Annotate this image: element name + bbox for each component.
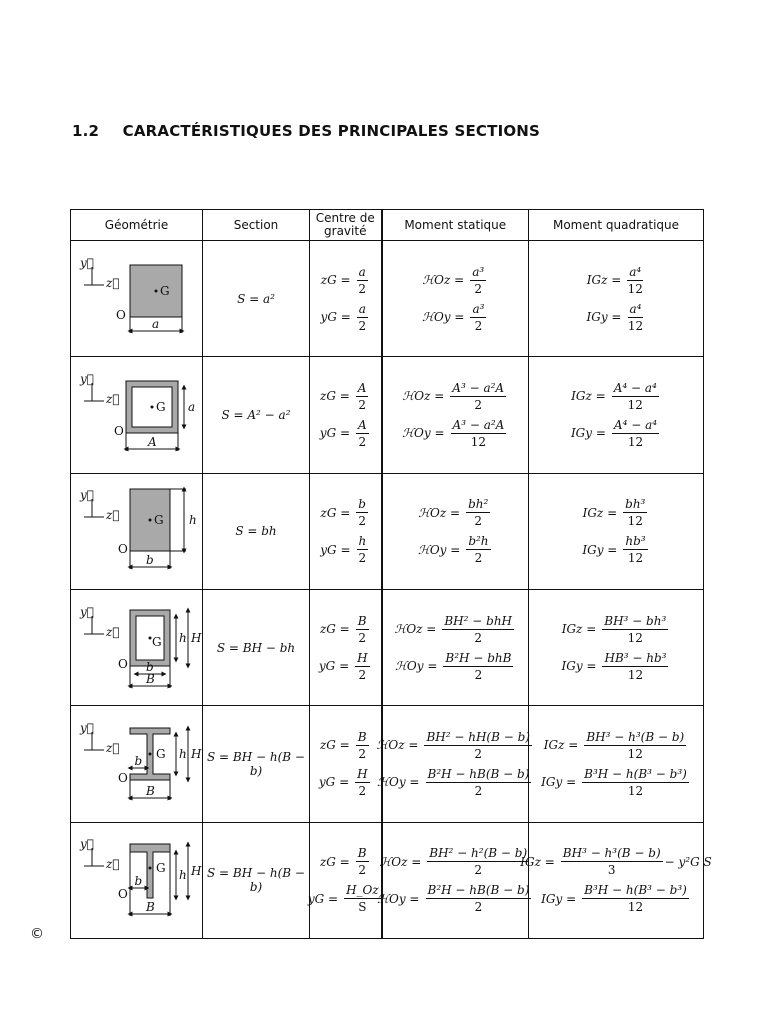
section-formula: S = BH − h(B − b) — [203, 822, 310, 938]
static-moment-label: ℋOz = — [379, 854, 422, 869]
fraction — [628, 302, 644, 333]
numerator: A⁴ − a⁴ — [613, 417, 658, 432]
numerator: H_Oz — [346, 883, 379, 898]
inertia-gy — [529, 418, 703, 449]
numerator: a — [358, 264, 366, 279]
inertia-cell — [529, 589, 704, 705]
numerator: hb³ — [625, 534, 646, 549]
denominator: 12 — [627, 783, 644, 798]
denominator: 12 — [627, 281, 643, 296]
table-row — [71, 357, 704, 473]
numerator: B²H − bhB — [445, 650, 512, 665]
centroid-z — [310, 846, 381, 877]
origin-label: O — [117, 542, 128, 557]
dim-h-label: h — [178, 630, 187, 645]
z-axis-label: z⃗ — [105, 508, 120, 523]
geometry-cell — [71, 706, 203, 822]
numerator: a⁴ — [629, 264, 642, 279]
inertia-gy — [529, 651, 703, 682]
section-formula: S = A² − a² — [203, 357, 310, 473]
fraction — [356, 418, 369, 449]
numerator: H — [357, 766, 368, 781]
geometry-cell — [71, 473, 203, 589]
denominator: 2 — [474, 397, 483, 412]
numerator: a³ — [472, 301, 485, 316]
origin-label: O — [117, 887, 128, 902]
denominator: 12 — [627, 551, 644, 566]
static-moment-cell — [376, 706, 530, 822]
numerator: h — [358, 534, 367, 549]
inertia-cell — [529, 473, 704, 589]
inertia-gz — [529, 381, 703, 412]
static-moment-oy — [383, 418, 529, 449]
fraction — [355, 767, 369, 798]
fraction — [357, 534, 369, 565]
fraction — [356, 846, 369, 877]
denominator: 2 — [474, 900, 483, 915]
denominator: 12 — [627, 514, 643, 529]
denominator: 2 — [358, 863, 366, 878]
static-moment-label: ℋOy = — [402, 426, 445, 441]
inertia-gz — [529, 614, 703, 645]
fraction — [466, 497, 490, 528]
numerator: bh² — [468, 497, 489, 512]
denominator: 12 — [627, 397, 643, 412]
header-moment-of-inertia: Moment quadratique — [529, 210, 704, 241]
inertia-gz — [529, 497, 703, 528]
numerator: B — [357, 613, 367, 628]
section-title-text: CARACTÉRISTIQUES DES PRINCIPALES SECTIONS — [122, 122, 541, 140]
centroid-label: yG = — [319, 426, 351, 441]
centroid-cell — [310, 357, 382, 473]
numerator: A³ − a²A — [452, 417, 505, 432]
centroid-label: G — [155, 861, 166, 876]
denominator: 2 — [358, 318, 367, 333]
static-moment-oy — [377, 766, 530, 798]
section-formula: S = a² — [203, 241, 310, 357]
inertia-label: IGy = — [582, 542, 618, 557]
fraction — [357, 265, 368, 296]
static-moment-oz — [376, 729, 530, 761]
fraction — [426, 767, 532, 798]
static-moment-cell — [382, 357, 529, 473]
square-diagram — [74, 245, 200, 353]
denominator: 2 — [474, 863, 483, 878]
centroid-label: yG = — [320, 310, 351, 325]
y-axis-label: y⃗ — [79, 255, 94, 270]
denominator: 2 — [474, 630, 482, 645]
denominator: 12 — [627, 900, 644, 915]
inertia-label: IGz = — [543, 738, 579, 753]
centroid-label: zG = — [319, 622, 350, 637]
inertia-gy — [529, 767, 703, 798]
static-moment-label: ℋOy = — [417, 542, 461, 557]
section-formula: S = BH − h(B − b) — [203, 706, 310, 822]
fraction — [623, 534, 647, 565]
fraction — [357, 302, 368, 333]
inertia-cell — [529, 241, 704, 357]
static-moment-cell — [377, 822, 530, 938]
dim-H-label: H — [190, 630, 201, 645]
centroid-cell — [310, 241, 382, 357]
denominator: 2 — [358, 434, 367, 449]
static-moment-oy — [383, 651, 529, 682]
numerator: B — [357, 846, 367, 861]
centroid-y — [310, 767, 381, 798]
dim-B-label: B — [145, 671, 155, 686]
fraction — [470, 265, 486, 296]
inertia-gz — [529, 265, 703, 296]
denominator: 12 — [627, 667, 644, 682]
table-row — [71, 706, 704, 822]
fraction — [356, 381, 369, 412]
denominator: S — [358, 900, 367, 915]
dim-H-label: H — [190, 864, 201, 879]
denominator: 2 — [358, 630, 366, 645]
numerator: B³H − h(B³ − b³) — [584, 766, 687, 781]
y-axis-label: y⃗ — [79, 488, 94, 503]
centroid-cell — [310, 589, 382, 705]
numerator: A⁴ − a⁴ — [613, 380, 657, 395]
static-moment-label: ℋOy = — [422, 310, 465, 325]
denominator: 2 — [358, 281, 366, 296]
fraction — [450, 381, 506, 412]
denominator: 2 — [474, 551, 483, 566]
static-moment-label: ℋOz = — [376, 738, 419, 753]
numerator: H — [357, 650, 368, 665]
section-formula: S = bh — [203, 473, 310, 589]
fraction — [356, 614, 369, 645]
centroid-cell — [307, 822, 382, 938]
dim-b-label: b — [134, 874, 142, 889]
centroid-cell — [310, 706, 382, 822]
y-axis-label: y⃗ — [79, 604, 94, 619]
static-moment-oz — [383, 614, 529, 645]
centroid-z — [310, 614, 381, 645]
static-moment-label: ℋOz = — [402, 389, 445, 404]
section-formula: S = BH − bh — [203, 589, 310, 705]
static-moment-oy — [383, 534, 529, 565]
geometry-cell — [71, 822, 203, 938]
table-row — [71, 589, 704, 705]
static-moment-oz — [383, 265, 529, 296]
dim-B-label: B — [145, 783, 155, 798]
dim-b-label: b — [145, 553, 154, 568]
section-title — [72, 122, 540, 140]
static-moment-label: ℋOz = — [422, 273, 465, 288]
table-row — [71, 822, 704, 938]
inertia-cell — [520, 822, 712, 938]
section-number: 1.2 — [72, 122, 100, 140]
numerator: A³ − a²A — [452, 380, 505, 395]
numerator: B³H − h(B³ − b³) — [584, 883, 687, 898]
fraction — [582, 767, 689, 798]
static-moment-cell — [382, 241, 529, 357]
y-axis-label: y⃗ — [79, 837, 94, 852]
numerator: B²H − hB(B − b) — [427, 883, 530, 898]
geometry-cell — [71, 357, 203, 473]
static-moment-label: ℋOz = — [394, 622, 437, 637]
fraction — [627, 265, 643, 296]
fraction — [623, 497, 647, 528]
fraction — [470, 302, 486, 333]
denominator: 2 — [358, 551, 367, 566]
inertia-label: IGy = — [570, 426, 606, 441]
static-moment-oz — [383, 381, 529, 412]
dim-h-label: h — [178, 746, 187, 761]
static-moment-oz — [379, 846, 529, 878]
inertia-label: IGy = — [541, 775, 577, 790]
static-moment-label: ℋOy = — [377, 891, 420, 906]
header-centroid: Centre de gravité — [310, 210, 382, 241]
z-axis-label: z⃗ — [105, 624, 120, 639]
static-moment-oy — [383, 302, 529, 333]
numerator: BH³ − bh³ — [604, 613, 667, 628]
denominator: 2 — [358, 667, 367, 682]
centroid-label: zG = — [320, 505, 351, 520]
dim-b-label: b — [145, 659, 154, 674]
dim-A-label: A — [147, 434, 157, 449]
numerator: b — [358, 497, 366, 512]
origin-label: O — [115, 307, 126, 322]
numerator: BH³ − h³(B − b) — [586, 729, 685, 744]
numerator: B²H − hB(B − b) — [427, 766, 530, 781]
centroid-label: yG = — [307, 891, 339, 906]
origin-label: O — [117, 656, 128, 671]
denominator: 2 — [358, 746, 366, 761]
header-static-moment: Moment statique — [382, 210, 529, 241]
centroid-label: yG = — [320, 542, 351, 557]
denominator: 12 — [627, 746, 643, 761]
table-row — [71, 473, 704, 589]
inertia-gz — [520, 846, 712, 878]
inertia-gy — [529, 534, 703, 565]
y-axis-label: y⃗ — [79, 720, 94, 735]
inertia-gy — [529, 302, 703, 333]
hollow-square-diagram — [74, 361, 200, 469]
centroid-label: G — [153, 513, 164, 528]
centroid-y — [310, 534, 381, 565]
centroid-label: G — [155, 746, 166, 761]
denominator: 2 — [358, 783, 367, 798]
static-moment-oz — [383, 497, 529, 528]
t-beam-diagram — [74, 826, 200, 934]
centroid-cell — [310, 473, 382, 589]
inertia-label: IGz = — [571, 389, 606, 404]
centroid-z — [310, 497, 381, 528]
dim-B-label: B — [145, 900, 155, 915]
inertia-gy — [529, 883, 703, 914]
static-moment-oy — [377, 883, 530, 915]
fraction — [602, 651, 668, 682]
denominator: 12 — [627, 434, 644, 449]
static-moment-cell — [382, 589, 529, 705]
z-axis-label: z⃗ — [105, 391, 120, 406]
centroid-label: zG = — [320, 273, 351, 288]
centroid-z — [310, 730, 381, 761]
static-moment-label: ℋOy = — [377, 775, 420, 790]
inertia-cell — [529, 706, 704, 822]
centroid-label: yG = — [318, 775, 350, 790]
hollow-rectangle-diagram — [74, 594, 200, 702]
inertia-extra: − y²G S — [664, 854, 712, 869]
dim-b-label: b — [134, 753, 142, 768]
numerator: BH² − h²(B − b) — [429, 846, 528, 861]
numerator: BH³ − h³(B − b) — [562, 846, 661, 861]
centroid-label: G — [159, 283, 170, 298]
centroid-z — [310, 265, 381, 296]
static-moment-label: ℋOy = — [395, 659, 438, 674]
centroid-y — [310, 651, 381, 682]
centroid-label: zG = — [319, 738, 350, 753]
numerator: a⁴ — [629, 301, 642, 316]
numerator: B — [357, 729, 367, 744]
centroid-y — [310, 418, 381, 449]
static-moment-cell — [382, 473, 529, 589]
fraction — [451, 418, 507, 449]
fraction — [356, 730, 369, 761]
denominator: 12 — [627, 630, 643, 645]
centroid-label: zG = — [320, 389, 350, 404]
inertia-label: IGz = — [586, 273, 622, 288]
denominator: 2 — [358, 397, 366, 412]
inertia-label: IGy = — [541, 891, 577, 906]
centroid-label: zG = — [319, 854, 350, 869]
origin-label: O — [117, 770, 128, 785]
inertia-label: IGy = — [561, 659, 597, 674]
inertia-gz — [529, 730, 703, 761]
y-axis-label: y⃗ — [79, 371, 94, 386]
fraction — [584, 730, 686, 761]
numerator: b²h — [468, 534, 489, 549]
fraction — [355, 651, 369, 682]
header-geometry: Géométrie — [71, 210, 203, 241]
dim-a-label: a — [151, 316, 159, 331]
rectangle-diagram — [74, 477, 200, 585]
copyright-icon: © — [30, 926, 44, 942]
numerator: A — [357, 380, 367, 395]
fraction — [466, 534, 490, 565]
denominator: 2 — [474, 318, 483, 333]
origin-label: O — [113, 423, 124, 438]
fraction — [612, 381, 659, 412]
inertia-label: IGy = — [586, 310, 622, 325]
numerator: BH² − bhH — [444, 613, 513, 628]
i-beam-diagram — [74, 710, 200, 818]
inertia-label: IGz = — [561, 622, 597, 637]
denominator: 2 — [474, 667, 483, 682]
centroid-label: G — [151, 634, 162, 649]
table-row — [71, 241, 704, 357]
inertia-label: IGz = — [582, 505, 618, 520]
numerator: HB³ − hb³ — [604, 650, 667, 665]
centroid-label: G — [155, 399, 166, 414]
properties-table — [70, 209, 712, 939]
denominator: 2 — [474, 783, 483, 798]
centroid-z — [310, 381, 381, 412]
fraction — [582, 883, 689, 914]
numerator: a — [358, 301, 366, 316]
denominator: 2 — [474, 281, 482, 296]
fraction — [426, 883, 532, 914]
fraction — [561, 846, 663, 877]
fraction — [424, 730, 532, 761]
geometry-cell — [71, 241, 203, 357]
inertia-label: IGz = — [520, 854, 555, 869]
numerator: a³ — [472, 264, 485, 279]
centroid-y — [307, 883, 381, 915]
header-section: Section — [203, 210, 310, 241]
denominator: 2 — [358, 514, 366, 529]
z-axis-label: z⃗ — [105, 740, 120, 755]
z-axis-label: z⃗ — [105, 275, 120, 290]
denominator: 2 — [474, 746, 483, 761]
inertia-cell — [529, 357, 704, 473]
fraction — [356, 497, 368, 528]
fraction — [443, 651, 513, 682]
denominator: 12 — [470, 434, 487, 449]
numerator: BH² − hH(B − b) — [426, 729, 530, 744]
z-axis-label: z⃗ — [105, 857, 120, 872]
fraction — [442, 614, 514, 645]
static-moment-label: ℋOz = — [418, 505, 461, 520]
centroid-y — [310, 302, 381, 333]
fraction — [602, 614, 668, 645]
denominator: 3 — [607, 863, 616, 878]
dim-H-label: H — [190, 746, 201, 761]
numerator: A — [358, 417, 367, 432]
geometry-cell — [71, 589, 203, 705]
denominator: 12 — [627, 318, 644, 333]
fraction — [612, 418, 659, 449]
numerator: bh³ — [625, 497, 646, 512]
dim-a-label: a — [187, 399, 195, 414]
centroid-label: yG = — [318, 659, 350, 674]
denominator: 2 — [474, 514, 483, 529]
dim-h-label: h — [188, 513, 197, 528]
dim-h-label: h — [178, 868, 187, 883]
fraction — [344, 883, 381, 914]
fraction — [427, 846, 529, 877]
